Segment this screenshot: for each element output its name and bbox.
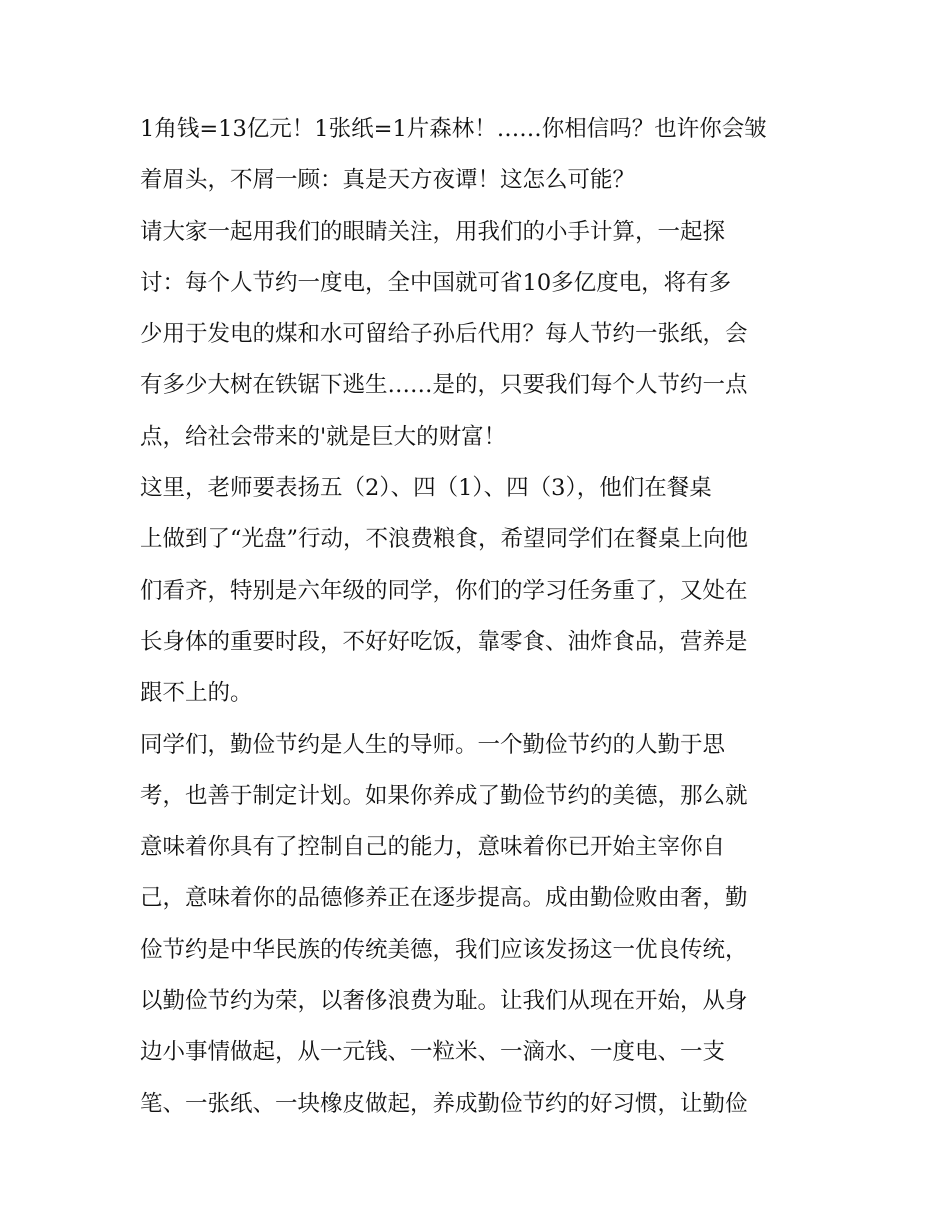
text-line: 笔、一张纸、一块橡皮做起，养成勤俭节约的好习惯，让勤俭 [140, 1090, 748, 1117]
text-line: 跟不上的。 [140, 680, 253, 707]
text-line: 上做到了“光盘”行动，不浪费粮食，希望同学们在餐桌上向他 [140, 526, 749, 553]
text-line: 己，意味着你的品德修养正在逐步提高。成由勤俭败由奢，勤 [140, 885, 748, 912]
text-line: 同学们，勤俭节约是人生的导师。一个勤俭节约的人勤于思 [140, 731, 726, 758]
text-line: 考，也善于制定计划。如果你养成了勤俭节约的美德，那么就 [140, 782, 748, 809]
text-line: 请大家一起用我们的眼睛关注，用我们的小手计算，一起探 [140, 218, 726, 245]
text-line: 1角钱=13亿元！1张纸=1片森林！……你相信吗？也许你会皱 [140, 116, 767, 142]
body-text [140, 104, 815, 1130]
text-line: 俭节约是中华民族的传统美德，我们应该发扬这一优良传统， [140, 936, 748, 963]
text-line: 少用于发电的煤和水可留给子孙后代用？每人节约一张纸，会 [140, 321, 748, 348]
text-line: 们看齐，特别是六年级的同学，你们的学习任务重了，又处在 [140, 577, 748, 604]
text-line: 着眉头，不屑一顾：真是天方夜谭！这怎么可能？ [140, 167, 636, 194]
text-line: 长身体的重要时段，不好好吃饭，靠零食、油炸食品，营养是 [140, 628, 748, 655]
text-line: 有多少大树在铁锯下逃生……是的，只要我们每个人节约一点 [140, 372, 748, 399]
text-line: 点，给社会带来的'就是巨大的财富！ [140, 423, 507, 450]
text-line: 以勤俭节约为荣，以奢侈浪费为耻。让我们从现在开始，从身 [140, 988, 748, 1015]
text-line: 讨：每个人节约一度电，全中国就可省10多亿度电，将有多 [140, 269, 732, 296]
text-line: 这里，老师要表扬五（2）、四（1）、四（3），他们在餐桌 [140, 475, 712, 502]
text-line: 意味着你具有了控制自己的能力，意味着你已开始主宰你自 [140, 834, 726, 861]
text-line: 边小事情做起，从一元钱、一粒米、一滴水、一度电、一支 [140, 1039, 726, 1066]
